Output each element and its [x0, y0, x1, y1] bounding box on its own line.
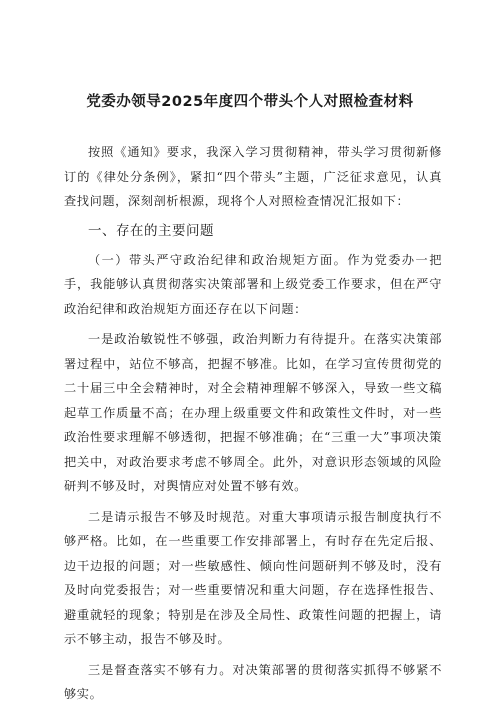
document-title: 党委办领导2025年度四个带头个人对照检查材料 [86, 94, 414, 110]
section-heading: 一、存在的主要问题 [88, 222, 214, 239]
point-one-paragraph: 一是政治敏锐性不够强，政治判断力有待提升。在落实决策部署过程中，站位不够高，把握不够准。比如，在学习宣传贯彻党的二十届三中全会精神时，对全会精神理解不够深入，导致一些文稿起草工作质量不高；在办理上级重要文件和政策性文件时，对一些政治性要求理解不够透彻，把握不够准确；在“三重一大”事项决策把关中，对政治要求考虑不够周全。此外，对意识形态领域的风险研判不够及时，对舆情应对处置不够有效。 [64, 332, 442, 493]
document-body [64, 140, 442, 713]
intro-paragraph: 按照《通知》要求，我深入学习贯彻精神，带头学习贯彻新修订的《律处分条例》，紧扣“四个带头”主题，广泛征求意见，认真查找问题，深刻剖析根源，现将个人对照检查情况汇报如下： [64, 145, 442, 208]
point-two-paragraph: 二是请示报告不够及时规范。对重大事项请示报告制度执行不够严格。比如，在一些重要工作安排部署上，有时存在先定后报、边干边报的问题；对一些敏感性、倾向性问题研判不够及时，没有及时向党委报告；对一些重要情况和重大问题，存在选择性报告、避重就轻的现象；特别是在涉及全局性、政策性问题的把握上，请示不够主动，报告不够及时。 [64, 509, 442, 646]
point-three-paragraph: 三是督查落实不够有力。对决策部署的贯彻落实抓得不够紧不够实。 [64, 662, 442, 701]
subsection-paragraph: （一）带头严守政治纪律和政治规矩方面。作为党委办一把手，我能够认真贯彻落实决策部署和上级党委工作要求，但在严守政治纪律和政治规矩方面还存在以下问题： [64, 252, 442, 316]
